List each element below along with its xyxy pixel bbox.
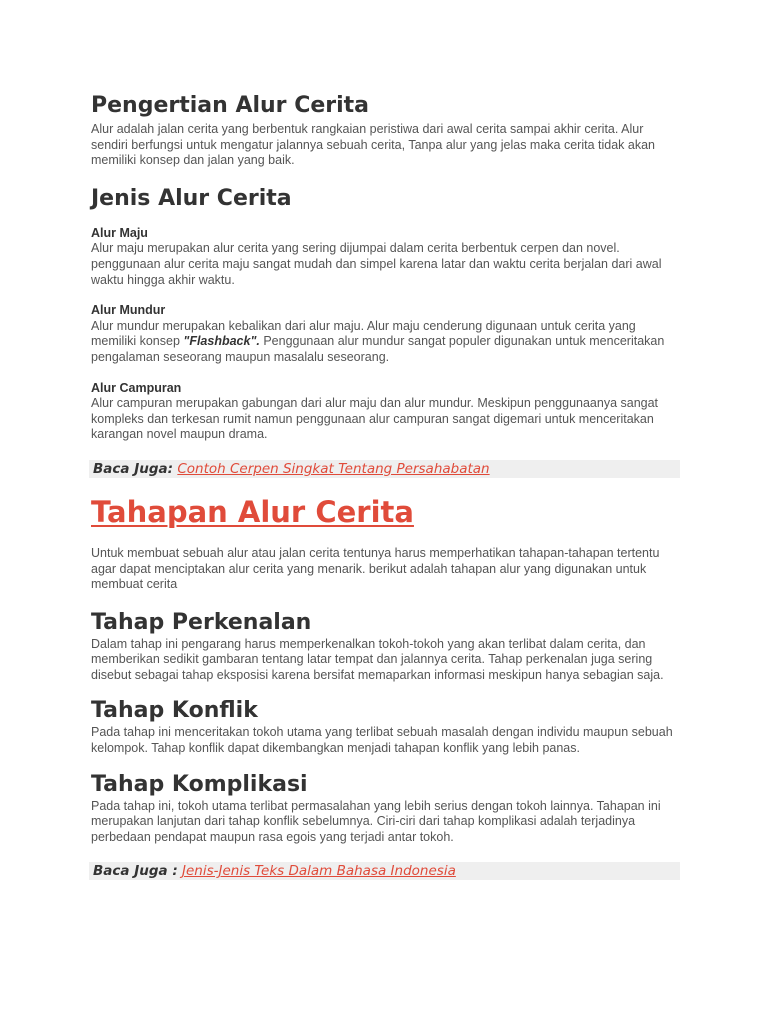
paragraph-alur-mundur-part1: Alur mundur merupakan kebalikan dari alur maju. Alur maju cenderung digunaan untuk cerita yang memiliki konsep xyxy=(91,318,636,349)
paragraph-alur-maju: Alur maju merupakan alur cerita yang sering dijumpai dalam cerita berbentuk cerpen dan novel. penggunaan alur cerita maju sangat mudah dan simpel karena latar dan waktu cerita berjalan dari awal waktu hingga akhir waktu. xyxy=(91,241,662,287)
heading-konflik: Tahap Konflik xyxy=(91,698,258,724)
paragraph-alur-mundur xyxy=(91,319,681,366)
paragraph-komplikasi: Pada tahap ini, tokoh utama terlibat permasalahan yang lebih serius dengan tokoh lainnya. Tahapan ini merupakan lanjutan dari tahap konflik sebelumnya. Ciri-ciri dari tahap komplikasi adalah terjadinya perbedaan pendapat maupun rasa egois yang terjadi antar tokoh. xyxy=(91,798,661,844)
heading-perkenalan: Tahap Perkenalan xyxy=(91,609,312,635)
paragraph-alur-campuran: Alur campuran merupakan gabungan dari alur maju dan alur mundur. Meskipun penggunaanya sangat kompleks dan terkesan rumit namun penggunaan alur campuran sangat digemari untuk menceritakan karangan novel maupun drama. xyxy=(91,396,659,442)
subheading-alur-mundur: Alur Mundur xyxy=(91,303,166,318)
heading-pengertian: Pengertian Alur Cerita xyxy=(91,93,370,118)
article-content xyxy=(91,92,681,880)
baca-juga-callout xyxy=(89,460,680,478)
baca-juga-label: Baca Juga: xyxy=(93,460,174,477)
baca-juga-callout-2 xyxy=(89,862,680,880)
heading-komplikasi: Tahap Komplikasi xyxy=(91,771,308,797)
paragraph-tahapan: Untuk membuat sebuah alur atau jalan cerita tentunya harus memperhatikan tahapan-tahapan tertentu agar dapat menciptakan alur cerita yang menarik. berikut adalah tahapan alur yang digunakan untuk membuat cerita xyxy=(91,545,660,592)
flashback-emphasis: "Flashback". xyxy=(183,334,260,349)
baca-juga-link-teks[interactable]: Jenis-Jenis Teks Dalam Bahasa Indonesia xyxy=(182,863,456,880)
heading-jenis: Jenis Alur Cerita xyxy=(91,185,292,211)
paragraph-pengertian: Alur adalah jalan cerita yang berbentuk rangkaian peristiwa dari awal cerita sampai akhir cerita. Alur sendiri berfungsi untuk mengatur jalannya sebuah cerita, Tanpa alur yang jelas maka cerita tidak akan memiliki konsep dan jalan yang baik. xyxy=(91,122,655,168)
paragraph-konflik: Pada tahap ini menceritakan tokoh utama yang terlibat sebuah masalah dengan individu maupun sebuah kelompok. Tahap konflik dapat dikembangkan menjadi tahapan konflik yang lebih panas. xyxy=(91,725,673,756)
paragraph-perkenalan: Dalam tahap ini pengarang harus memperkenalkan tokoh-tokoh yang akan terlibat dalam cerita, dan memberikan sedikit gambaran tentang latar tempat dan jalannya cerita. Tahap perkenalan juga sering disebut sebagai tahap eksposisi karena bersifat memaparkan informasi meskipun hanya sebagian saja. xyxy=(91,636,664,682)
heading-tahapan[interactable]: Tahapan Alur Cerita xyxy=(91,494,414,529)
baca-juga-label-2: Baca Juga : xyxy=(93,863,178,880)
subheading-alur-maju: Alur Maju xyxy=(91,225,148,240)
subheading-alur-campuran: Alur Campuran xyxy=(91,380,182,395)
paragraph-alur-mundur-part2: Penggunaan alur mundur sangat populer digunakan untuk menceritakan pengalaman seseorang maupun masalalu seseorang. xyxy=(91,334,665,364)
baca-juga-link-cerpen[interactable]: Contoh Cerpen Singkat Tentang Persahabatan xyxy=(177,460,490,477)
